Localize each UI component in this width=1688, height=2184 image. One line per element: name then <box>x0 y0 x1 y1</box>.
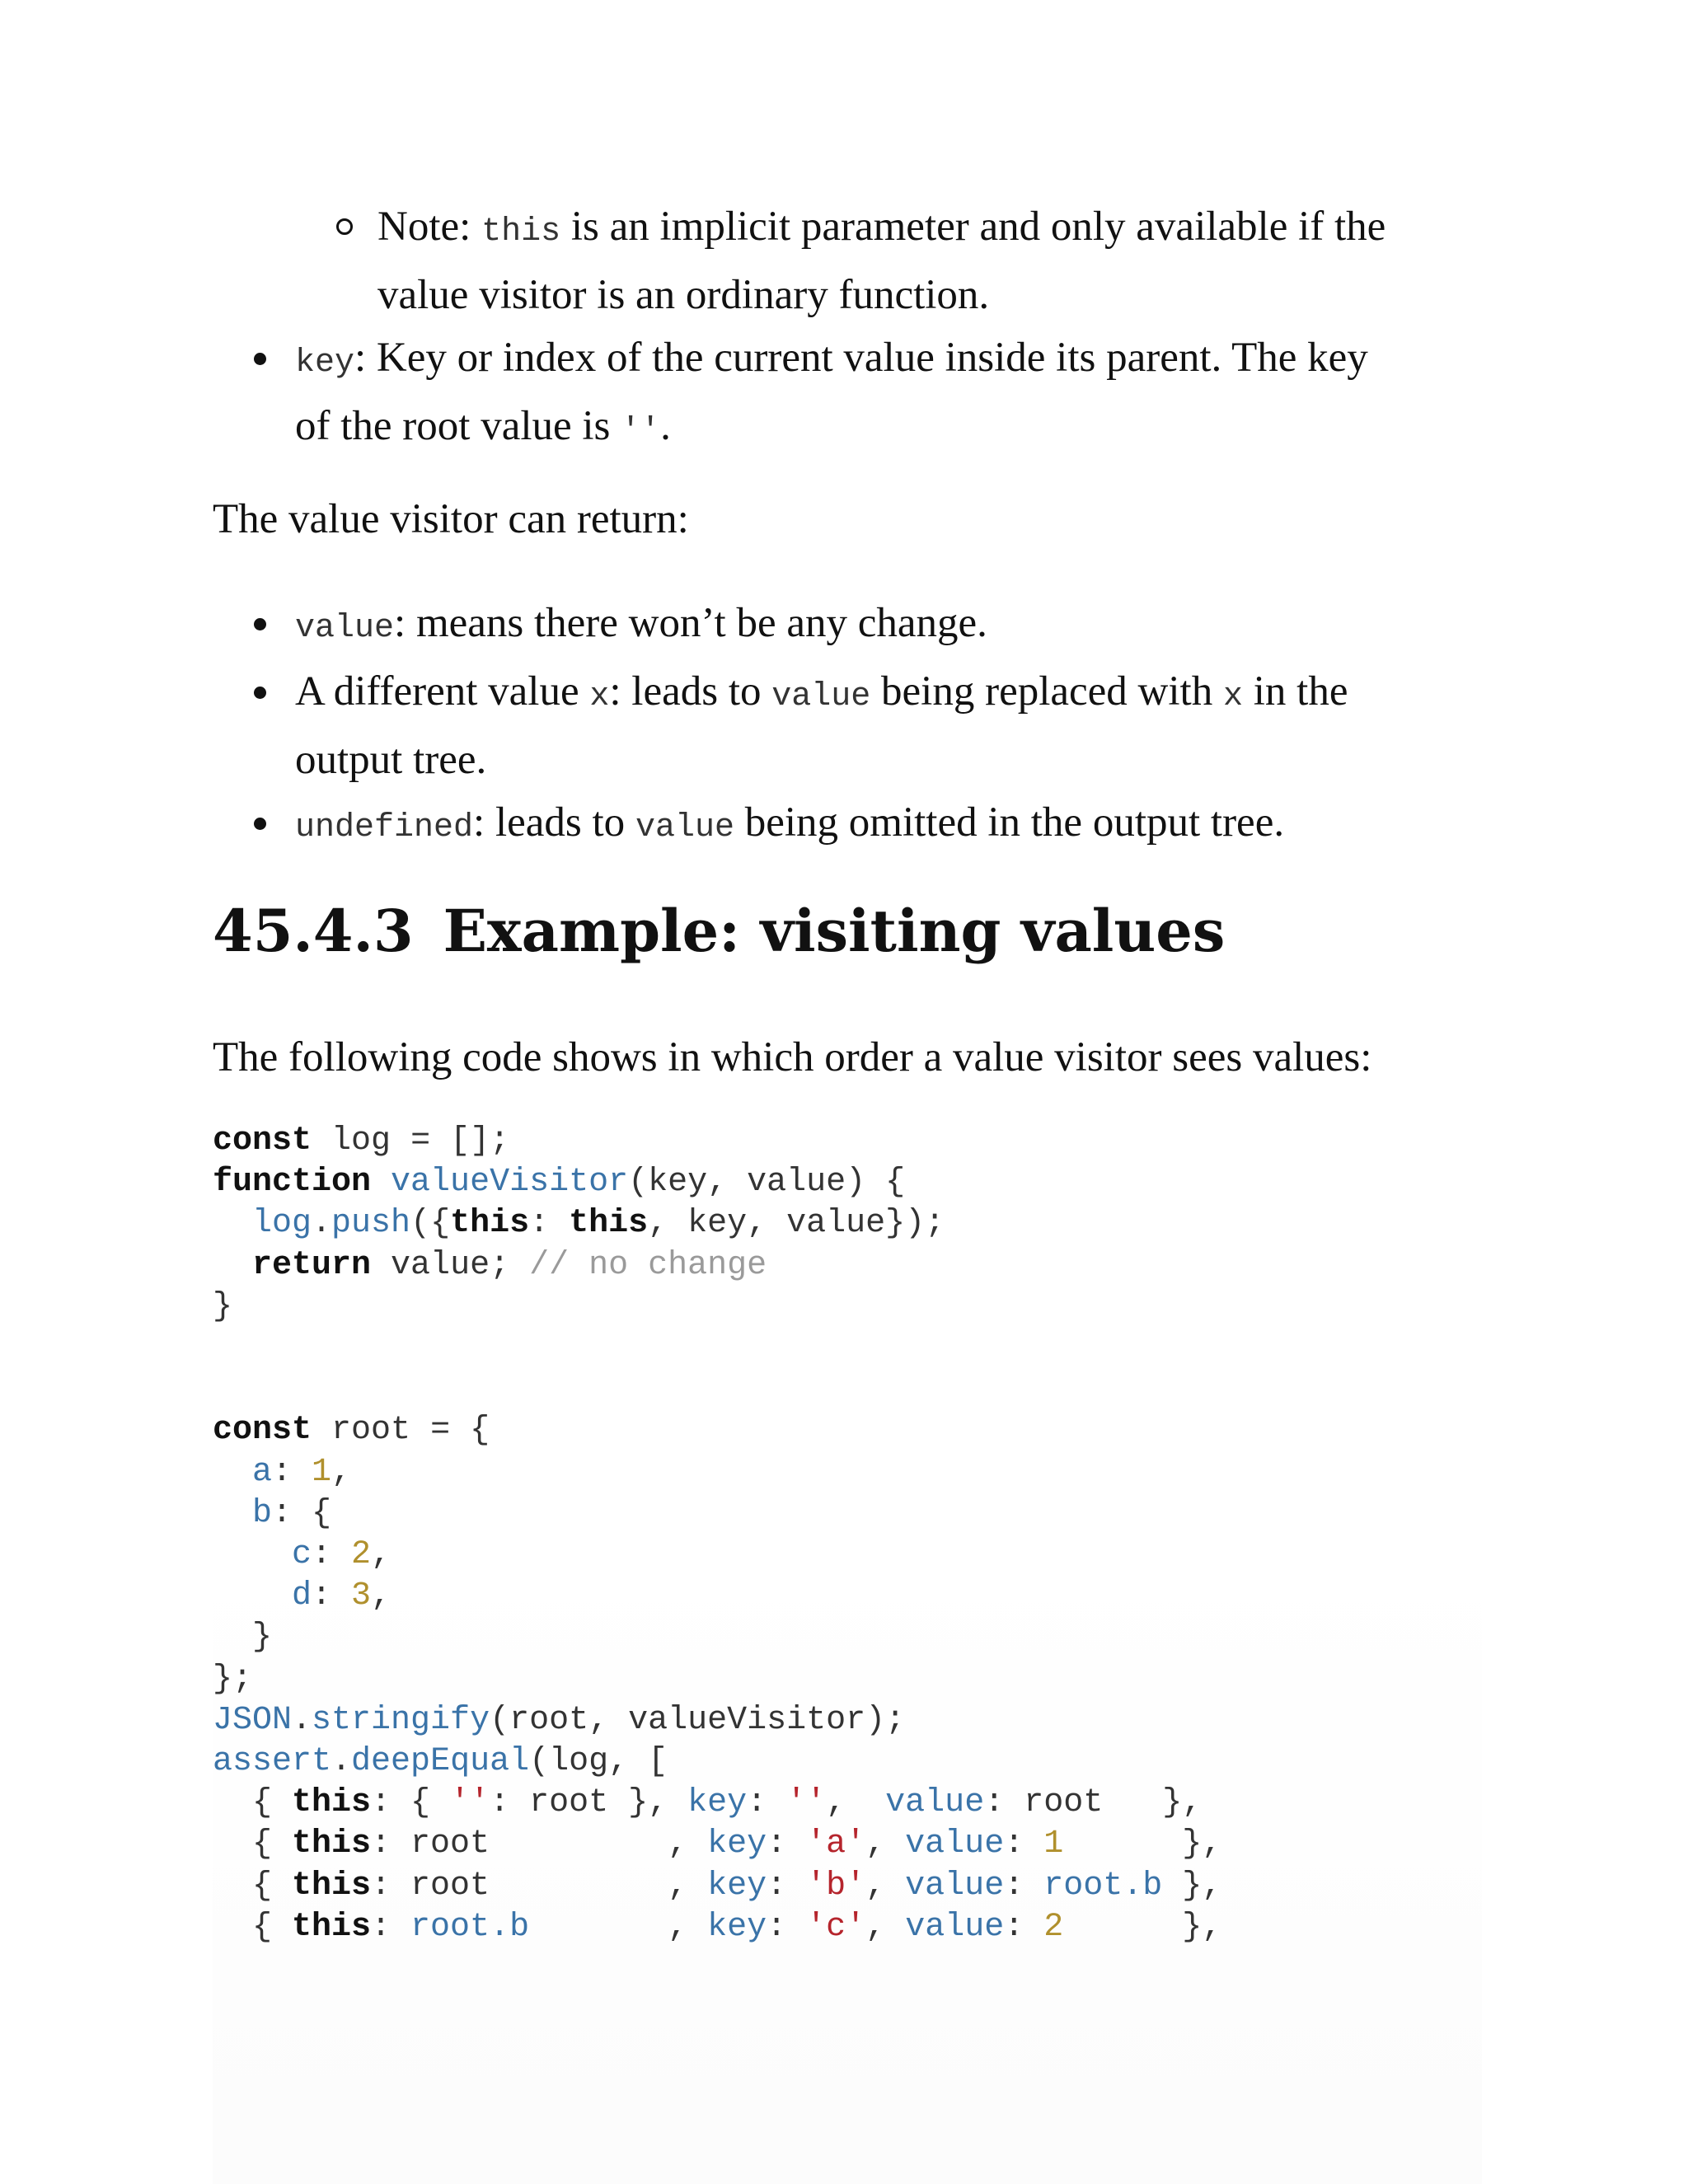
return-text-b: : leads to <box>609 668 772 715</box>
section-number: 45.4.3 <box>213 897 414 965</box>
inline-code-value: value <box>771 678 871 715</box>
return-text-undefined-b: being omitted in the output tree. <box>734 799 1285 846</box>
note-lead: Note: <box>377 204 482 250</box>
return-value-list <box>0 592 1465 860</box>
inline-code-undefined: undefined <box>295 809 474 846</box>
return-text-c: being replaced with <box>870 668 1223 715</box>
inline-code-value: value <box>635 809 734 846</box>
code-block <box>213 1121 1482 2184</box>
inline-code-x: x <box>589 678 610 715</box>
return-text-value: : means there won’t be any change. <box>394 600 987 646</box>
bullet-icon <box>254 818 266 830</box>
note-text-2: value visitor is an ordinary function. <box>377 272 990 318</box>
bullet-icon <box>254 353 266 365</box>
key-text-1: : Key or index of the current value inside its parent. The key <box>354 335 1368 381</box>
inline-code-key: key <box>295 344 355 382</box>
code-listing: const log = []; function valueVisitor(key, value) { log.push({this: this, key, value}); return value; // no change } const root = { a: 1, b: { c: 2, d: 3, } }; JSON.stringify(root, valueVisitor); assert.deepEqual(log, [ { this: { '': root }, key: '', value: root }, { this: root , key: 'a', value: 1 }, { this: root , key: 'b', value: root.b }, { this: root.b , key: 'c', value: 2 }, <box>213 1122 1222 1946</box>
return-text-d: in the <box>1243 668 1348 715</box>
section-heading <box>213 890 1225 972</box>
section-title: Example: visiting values <box>443 897 1226 965</box>
inline-code-value: value <box>295 610 395 647</box>
list-item-value <box>0 592 1465 660</box>
inline-code-x: x <box>1222 678 1243 715</box>
bullet-icon <box>254 687 266 699</box>
key-text-2: of the root value is <box>295 403 621 449</box>
list-item-key <box>0 326 1465 463</box>
note-text-1: is an implicit parameter and only available if the <box>560 204 1386 250</box>
list-item-undefined <box>0 791 1465 860</box>
return-text-e: output tree. <box>295 737 487 783</box>
circle-bullet-icon <box>336 218 353 235</box>
return-text-undefined-a: : leads to <box>473 799 635 846</box>
inline-code-empty-string: '' <box>621 413 661 450</box>
parameter-list <box>0 195 1465 463</box>
return-text-a: A different value <box>295 668 590 715</box>
key-text-3: . <box>660 403 671 449</box>
list-item-different-value <box>0 660 1465 791</box>
list-item-this-note <box>0 195 1465 326</box>
return-intro-paragraph: The value visitor can return: <box>213 496 689 542</box>
inline-code-this: this <box>481 213 561 251</box>
bullet-icon <box>254 618 266 630</box>
example-intro-paragraph: The following code shows in which order a value visitor sees values: <box>213 1034 1372 1080</box>
